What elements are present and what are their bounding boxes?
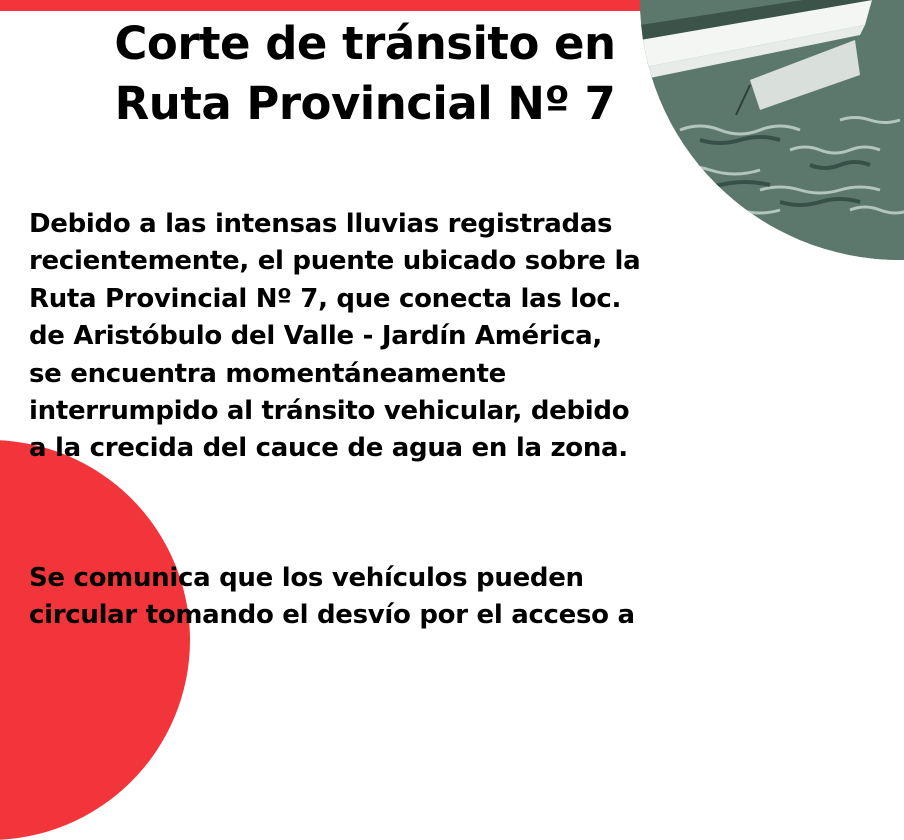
page-title [0, 14, 730, 134]
paragraph-line: Debido a las intensas lluvias registradas [29, 209, 613, 239]
title-line: Ruta Provincial Nº 7 [114, 77, 616, 130]
paragraph-line: circular tomando el desvío por el acceso a [29, 600, 635, 631]
paragraph-line: Ruta Provincial Nº 7, que conecta las loc. [29, 283, 622, 314]
title-line: Corte de tránsito en [114, 17, 616, 70]
paragraph-line: a la crecida del cauce de agua en la zona. [29, 433, 628, 464]
paragraph-line: Se comunica que los vehículos pueden [29, 563, 584, 593]
paragraph-line: recientemente, el puente ubicado sobre la [29, 246, 641, 277]
top-accent-bar [0, 0, 660, 11]
red-accent-circle [0, 440, 190, 840]
body-paragraph [29, 206, 729, 468]
paragraph-line: de Aristóbulo del Valle - Jardín América, [29, 321, 602, 352]
paragraph-line: interrumpido al tránsito vehicular, debido [29, 396, 630, 427]
paragraph-line: se encuentra momentáneamente [29, 358, 506, 389]
body-paragraph [29, 560, 729, 635]
